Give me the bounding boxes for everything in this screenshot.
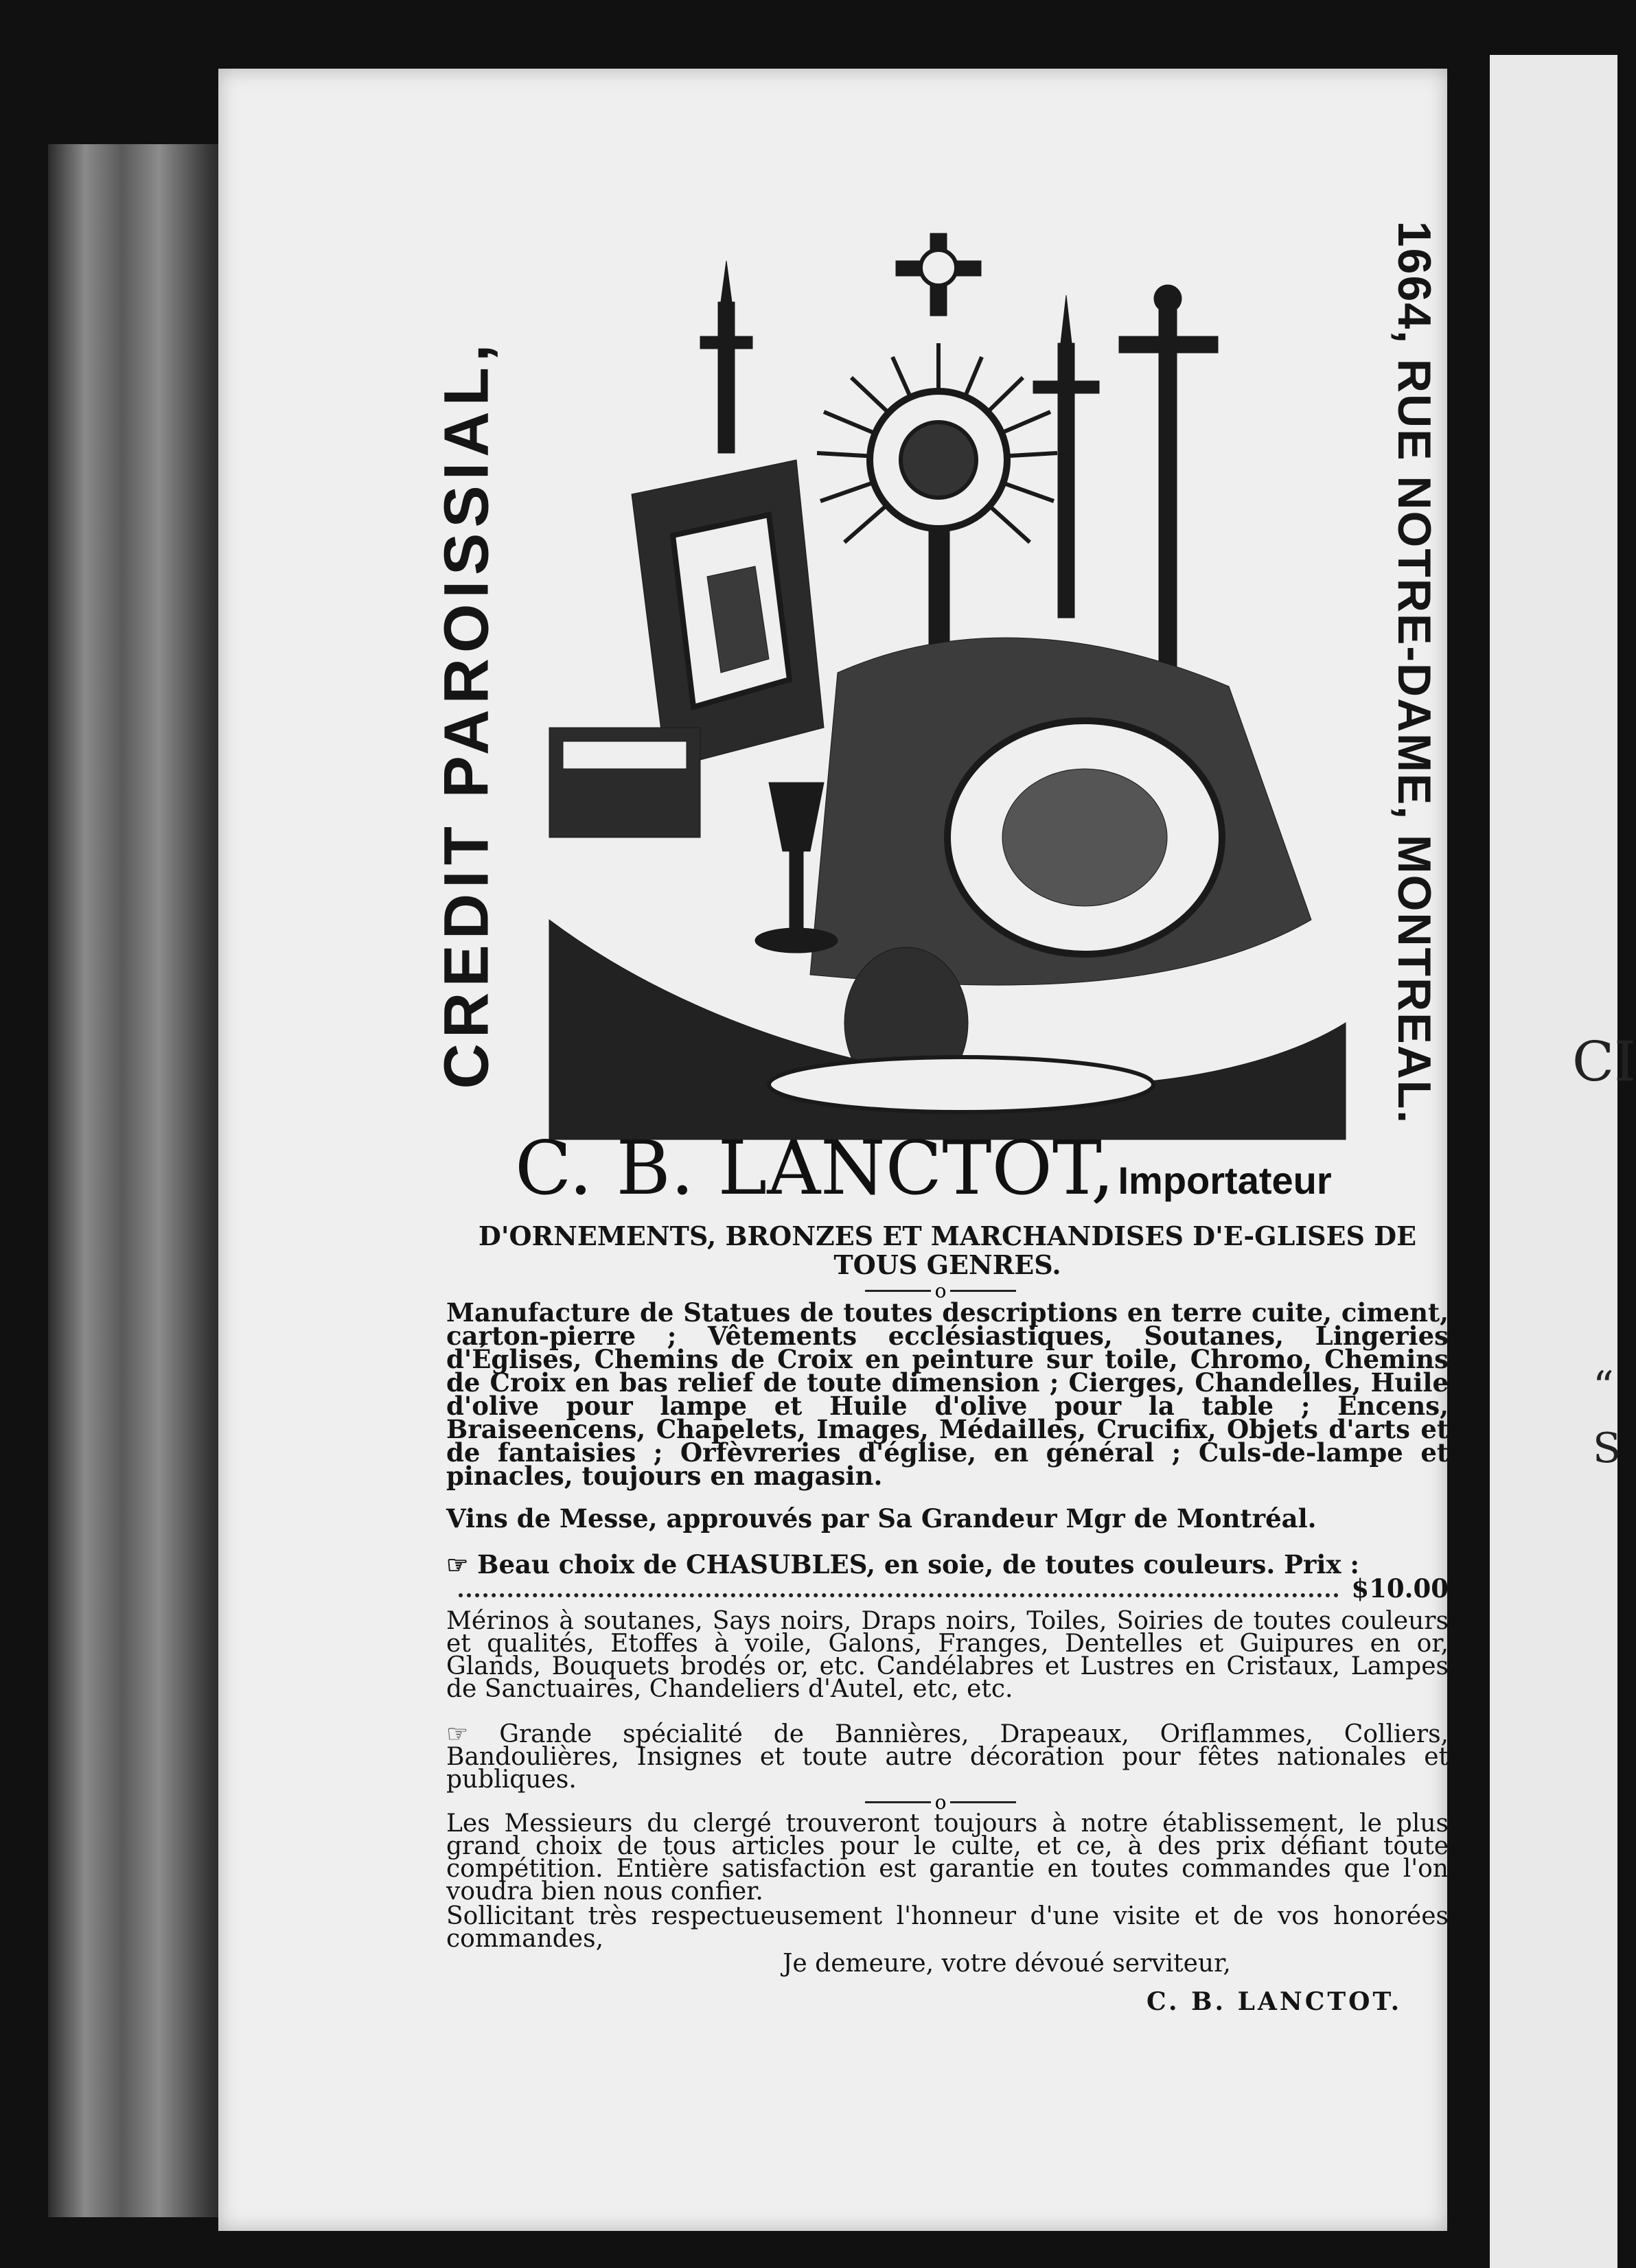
signoff-line: Je demeure, votre dévoué serviteur,: [783, 1949, 1231, 1978]
right-candle: [1061, 295, 1072, 343]
facing-page: [1490, 55, 1617, 2268]
book-page-edges: [48, 144, 233, 2217]
pointing-hand-icon: ☞: [446, 1720, 469, 1748]
solicit-paragraph: Sollicitant très respectueusement l'honneur d'une visite et de vos honorées commandes,: [446, 1902, 1449, 1953]
merchant-headline: [515, 1126, 1407, 1212]
merinos-paragraph: Mérinos à soutanes, Says noirs, Draps noirs, Toiles, Soiries de toutes couleurs et qualités, Etoffes à voile, Galons, Franges, Dentelles et Guipures en or, Glands, Bouquets brodés or, etc. Candélabres et Lustres en Cristaux, Lampes de Sanctuaires, Chandeliers d'Autel, etc, etc.: [446, 1607, 1449, 1703]
facing-page-text-fragment: CI: [1572, 1030, 1636, 1094]
facing-page-s-fragment: S: [1593, 1424, 1622, 1472]
left-candle: [721, 261, 732, 302]
banners-text: Grande spécialité de Bannières, Drapeaux, Oriflammes, Colliers, Bandoulières, Insignes et toute autre décoration pour fêtes nationales et publiques.: [446, 1720, 1449, 1794]
chasubles-paragraph: [446, 1549, 1449, 1604]
separator-rule: o: [865, 1788, 1016, 1816]
side-heading-credit-paroissial: CREDIT PAROISSIAL,: [431, 338, 502, 1089]
signature: C. B. LANCTOT.: [1147, 1987, 1403, 2016]
merchant-name: C. B. LANCTOT,: [515, 1126, 1115, 1212]
chasubles-text: Beau choix de CHASUBLES, en soie, de toutes couleurs. Prix :: [477, 1549, 1360, 1579]
wines-paragraph: Vins de Messe, approuvés par Sa Grandeur Mgr de Montréal.: [446, 1503, 1317, 1534]
pointing-hand-icon: ☞: [446, 1551, 469, 1579]
price-row: [446, 1573, 1449, 1604]
church-goods-engraving: [549, 233, 1346, 1139]
chasubles-price: $10.00: [1351, 1573, 1449, 1604]
leader-dots: [459, 1593, 1339, 1597]
manufacture-paragraph: Manufacture de Statues de toutes descriptions en terre cuite, ciment, carton-pierre ; Vêtements ecclésiastiques, Soutanes, Lingeries d'Églises, Chemins de Croix en peinture sur toile, Chromo, Chemins de Croix en bas relief de toute dimension ; Cierges, Chandelles, Huile d'olive pour lampe et Huile d'olive pour la table ; Encens, Braiseencens, Chapelets, Images, Médailles, Crucifix, Objets d'arts et de fantaisies ; Orfèvreries d'église, en général ; Culs-de-lampe et pinacles, toujours en magasin.: [446, 1297, 1449, 1491]
facing-page-quote-fragment: “: [1593, 1363, 1614, 1411]
chalice: [769, 783, 824, 851]
separator-rule: o: [865, 1277, 1016, 1304]
monstrance: [817, 343, 1057, 542]
side-address: 1664, RUE NOTRE-DAME, MONTREAL.: [1388, 220, 1440, 1125]
banners-paragraph: [446, 1720, 1449, 1794]
clergy-paragraph: Les Messieurs du clergé trouveront toujours à notre établissement, le plus grand choix de tous articles pour le culte, et ce, à des prix défiant toute compétition. Entière satisfaction est garantie en toutes commandes que l'on voudra bien nous confier.: [446, 1809, 1449, 1906]
merchant-title: Importateur: [1118, 1159, 1332, 1202]
wares-heading: D'ORNEMENTS, BRONZES ET MARCHANDISES D'E-GLISES DE TOUS GENRES.: [478, 1220, 1417, 1280]
